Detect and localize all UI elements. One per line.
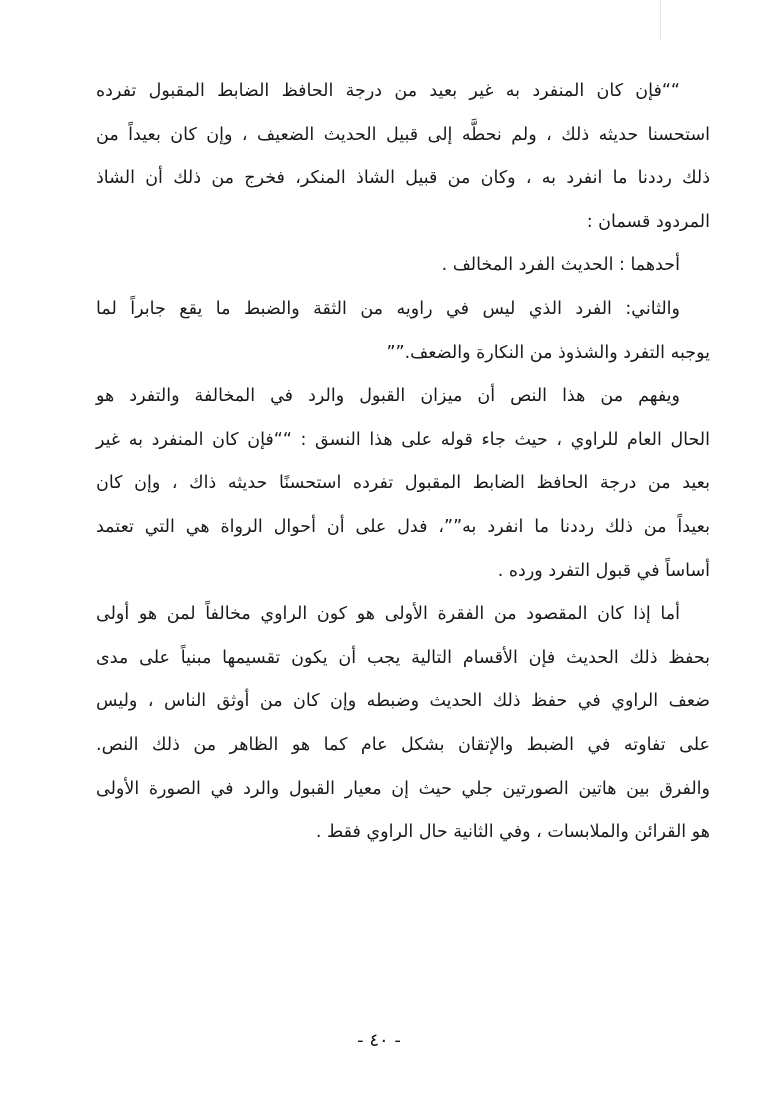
text-line: أساساً في قبول التفرد ورده .	[497, 560, 710, 581]
text-line: على تفاوته في الضبط والإتقان بشكل عام كما هو الظاهر من ذلك النص.	[96, 734, 710, 755]
text-line: بعيد من درجة الحافظ الضابط المقبول تفرده استحسنًا حديثه ذاك ، وإن كان	[96, 473, 710, 494]
text-line: ““فإن كان المنفرد به غير بعيد من درجة الحافظ الضابط المقبول تفرده	[96, 81, 680, 101]
text-line: بعيداً من ذلك رددنا ما انفرد به””، فدل على أن أحوال الرواة هي التي تعتمد	[96, 516, 710, 537]
page-body	[96, 70, 710, 855]
text-line: ضعف الراوي في حفظ ذلك الحديث وضبطه وإن كان من أوثق الناس ، وليس	[96, 691, 710, 712]
text-line: الحال العام للراوي ، حيث جاء قوله على هذا النسق : ““فإن كان المنفرد به غير	[96, 429, 710, 450]
text-line: والثاني: الفرد الذي ليس في راويه من الثقة والضبط ما يقع جابراً لما	[96, 298, 680, 319]
text-line: والفرق بين هاتين الصورتين جلي حيث إن معيار القبول والرد في الصورة الأولى	[96, 778, 710, 799]
text-line: بحفظ ذلك الحديث فإن الأقسام التالية يجب أن يكون تقسيمها مبنياً على مدى	[96, 647, 710, 668]
text-line: هو القرائن والملابسات ، وفي الثانية حال الراوي فقط .	[315, 822, 710, 843]
text-line: ويفهم من هذا النص أن ميزان القبول والرد في المخالفة والتفرد هو	[96, 386, 680, 407]
text-line: أما إذا كان المقصود من الفقرة الأولى هو كون الراوي مخالفاً لمن هو أولى	[96, 604, 680, 625]
scan-edge-mark	[660, 0, 661, 40]
text-line: أحدهما : الحديث الفرد المخالف .	[441, 255, 680, 276]
text-line: استحسنا حديثه ذلك ، ولم نحطَّه إلى قبيل الحديث الضعيف ، وإن كان بعيداً من	[96, 124, 710, 145]
page-number: - ٤٠ -	[357, 1030, 401, 1051]
text-line: المردود قسمان :	[586, 211, 710, 232]
text-line: يوجبه التفرد والشذوذ من النكارة والضعف.””	[386, 342, 710, 363]
text-line: ذلك رددنا ما انفرد به ، وكان من قبيل الشاذ المنكر، فخرج من ذلك أن الشاذ	[96, 168, 710, 189]
